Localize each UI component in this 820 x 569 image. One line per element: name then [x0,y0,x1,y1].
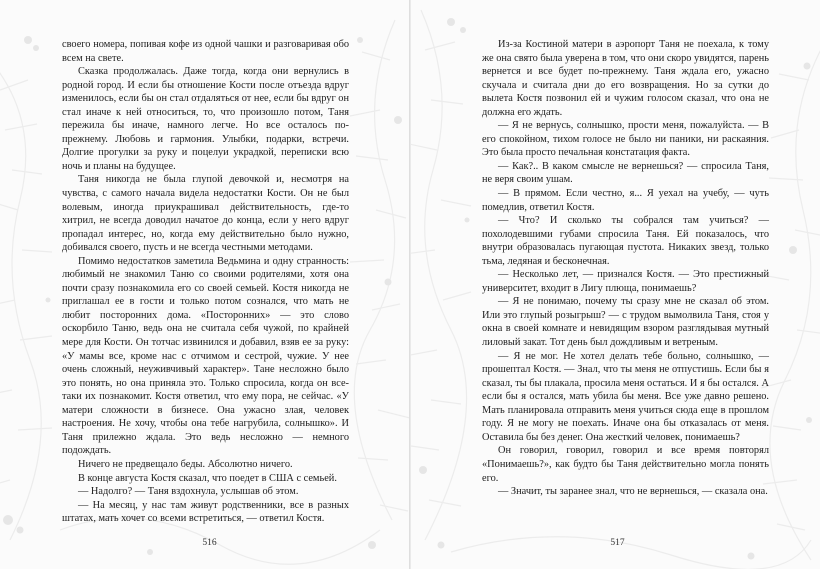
paragraph: — Я не мог. Не хотел делать тебе больно, солнышко, — прошептал Костя. — Знал, что ты меня не отпустишь. Если бы я сказал, ты бы плакала, просила меня остаться. И я бы остался. А если бы я остался, мать убила бы меня. Все уже давно решено. Мать планировала отправить меня учиться сюда еще в прошлом году. Я не могу не поехать. Иначе она бы отказалась от меня. Оставила бы без денег. Она жесткий человек, понимаешь? [482,350,769,443]
paragraph: — Я не понимаю, почему ты сразу мне не сказал об этом. Или это глупый розыгрыш? — с трудом вымолвила Таня, стоя у окна в своей комнате и невидящим взором разглядывая мутный лиловый закат. Тот день был дождливым и ветреным. [482,296,769,349]
paragraph: Он говорил, говорил, говорил и все время повторял «Понимаешь?», как будто бы Таня действительно могла понять его. [482,445,769,484]
paragraph: — Надолго? — Таня вздохнула, услышав об этом. [78,486,299,498]
paragraph: своего номера, попивая кофе из одной чашки и разговаривая обо всем на свете. [62,39,349,64]
paragraph: — Я не вернусь, солнышко, прости меня, пожалуйста. — В его спокойном, тихом голосе не было ни паники, ни раскаяния. Это была просто печальная констатация факта. [482,120,769,159]
page-number-right: 517 [610,538,625,548]
right-page-text [482,38,769,499]
left-page-text [62,38,349,526]
paragraph: Помимо недостатков заметила Ведьмина и одну странность: любимый не знакомил Таню со своими родителями, хотя она почти сразу познакомила его со своей семьей. Костя никогда не приглашал ее в гости и только потом сознался, что мать не любит посторонних дома. «Посторонних» — это слово оскорбило Таню, ведь она не считала себя чужой, по крайней мере для Кости. Он тотчас извинился и добавил, взяв ее за руку: «У мамы все, кроме нас с отчимом и сестрой, чужие. У нее очень сложный, неуживчивый характер». Тане несложно было это понять, но она приняла это. Только спросила, когда он все-таки их познакомит. Костя ответил, что ему пора, не сейчас. «У матери сложности в бизнесе. Она ужасно злая, человек настроения. Не хочу, чтобы она тебе нагрубила, солнышко». И Таня прилежно ждала. Это ведь несложно — немного подождать. [62,255,349,457]
paragraph: Из-за Костиной матери в аэропорт Таня не поехала, к тому же она свято была уверена в том, что они скоро увидятся, парень вернется и все будет по-прежнему. Таня ждала его, ужасно скучала и считала дни до его возвращения. Но за сутки до вылета Костя позвонил ей и чужим голосом сказал, что она не должна его ждать. [482,39,769,118]
paragraph: — Что? И сколько ты собрался там учиться? — похолодевшими губами спросила Таня. Ей показалось, что внутри образовалась пугающая пустота. Никаких звезд, только тьма, ледяная и бесконечная. [482,215,769,267]
page-number-left: 516 [202,538,217,548]
left-page [0,0,409,569]
paragraph: — Несколько лет, — признался Костя. — Это престижный университет, входит в Лигу плюща, понимаешь? [482,269,769,294]
paragraph: — Как?.. В каком смысле не вернешься? — спросила Таня, не веря своим ушам. [482,160,769,186]
paragraph: — На месяц, у нас там живут родственники, все в разных штатах, мать хочет со всеми встретиться, — ответил Костя. [62,499,349,525]
paragraph: Таня никогда не была глупой девочкой и, несмотря на чувства, с самого начала видела недостатки Кости. Он не был волевым, иногда приукрашивал действительность, где-то хитрил, не всегда доводил начатое до конца, если у него вдруг пропадал интерес, но, когда ему действительно было нужно, добивался своего, пусть и не всегда честными методами. [62,174,349,254]
paragraph: — В прямом. Если честно, я... Я уехал на учебу, — чуть помедлив, ответил Костя. [482,188,769,213]
paragraph: В конце августа Костя сказал, что поедет в США с семьей. [78,472,337,484]
paragraph: — Значит, ты заранее знал, что не вернешься, — сказала она. [498,486,768,498]
paragraph: Ничего не предвещало беды. Абсолютно ничего. [78,458,293,470]
paragraph: Сказка продолжалась. Даже тогда, когда они вернулись в родной город. И если бы отношение Кости после отъезда вдруг изменилось, если бы он стал отдаляться от нее, если бы вдруг он стал иначе к ней относиться, то, что произошло потом, Таня пережила бы иначе, намного легче. Но все осталось по-прежнему. Любовь и гармония. Улыбки, подарки, встречи. Долгие прогулки за руку и поцелуи украдкой, переписки всю ночь и планы на будущее. [62,66,349,172]
right-page [411,0,820,569]
